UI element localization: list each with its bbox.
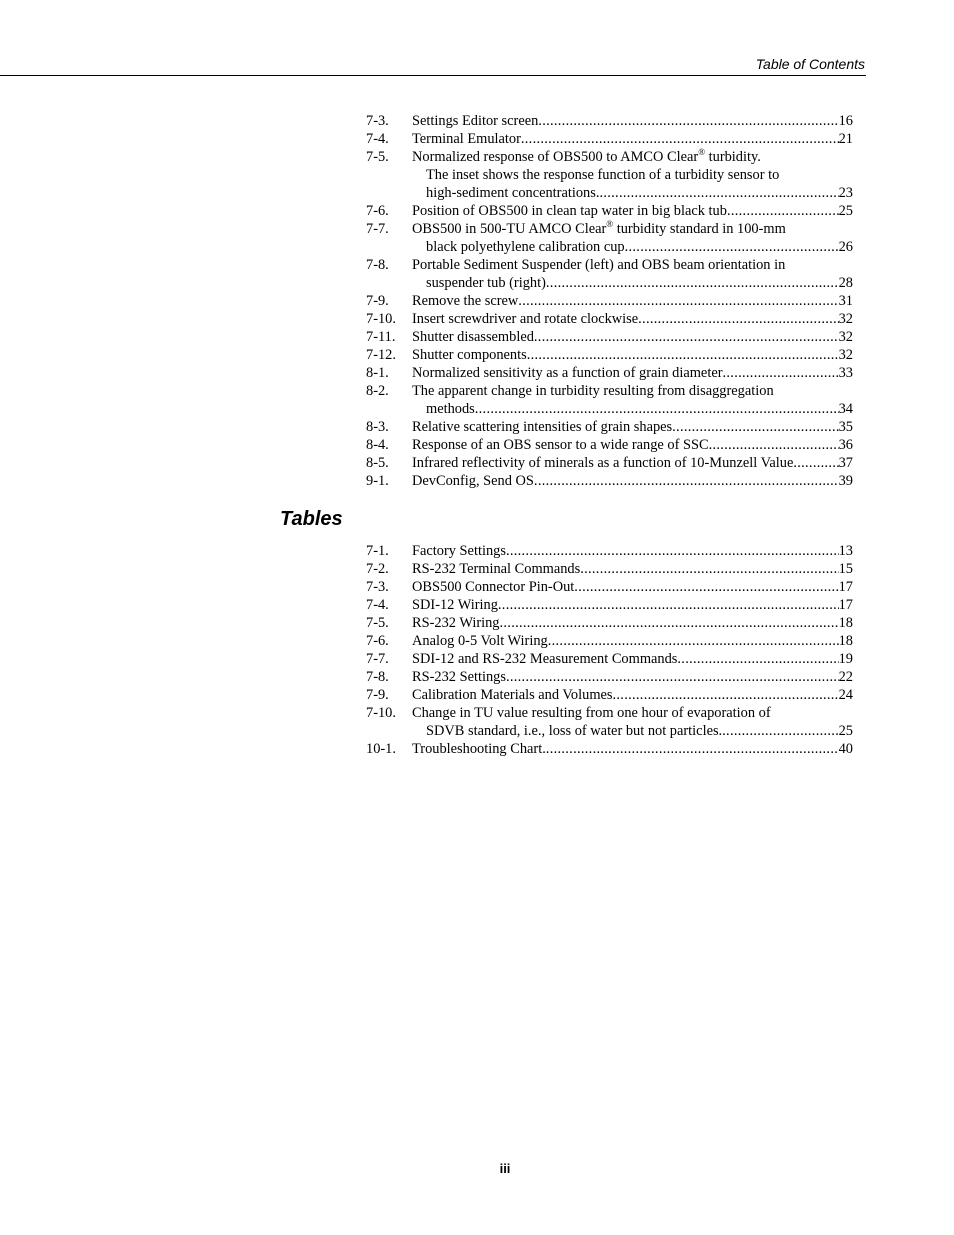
entry-page: 18 xyxy=(838,615,853,631)
entry-title: high-sediment concentrations. xyxy=(426,185,600,201)
entry-title-line-1: Portable Sediment Suspender (left) and OBS beam orientation in xyxy=(412,257,786,273)
entry-number: 9-1. xyxy=(366,473,389,489)
entry-number: 7-9. xyxy=(366,293,389,309)
toc-entry-table-7-2[interactable] xyxy=(366,560,853,578)
dot-leader xyxy=(546,740,839,758)
entry-page: 25 xyxy=(838,203,853,219)
entry-number: 8-2. xyxy=(366,383,389,399)
entry-page: 21 xyxy=(838,131,853,147)
entry-title: SDVB standard, i.e., loss of water but not particles. xyxy=(426,723,723,739)
toc-entry-table-7-7[interactable] xyxy=(366,650,853,668)
entry-title: Terminal Emulator xyxy=(412,131,521,147)
entry-number: 7-10. xyxy=(366,705,396,721)
entry-number: 7-9. xyxy=(366,687,389,703)
entry-title-line-1 xyxy=(412,148,853,166)
dot-leader xyxy=(475,400,839,418)
dot-leader xyxy=(672,418,838,436)
page-number: iii xyxy=(499,1161,511,1176)
dot-leader xyxy=(574,578,838,596)
dot-leader xyxy=(625,238,839,256)
entry-page: 32 xyxy=(838,347,853,363)
entry-title: Troubleshooting Chart. xyxy=(412,741,546,757)
entry-number: 8-4. xyxy=(366,437,389,453)
toc-entry-figure-7-8[interactable] xyxy=(366,256,853,292)
entry-title: RS-232 Settings xyxy=(412,669,506,685)
dot-leader xyxy=(506,668,839,686)
entry-page: 23 xyxy=(838,185,853,201)
dot-leader xyxy=(527,346,839,364)
entry-title: black polyethylene calibration cup xyxy=(426,239,625,255)
toc-entry-table-7-4[interactable] xyxy=(366,596,853,614)
entry-number: 7-3. xyxy=(366,579,389,595)
entry-number: 8-3. xyxy=(366,419,389,435)
toc-entry-table-7-8[interactable] xyxy=(366,668,853,686)
entry-page: 25 xyxy=(838,723,853,739)
entry-page: 16 xyxy=(838,113,853,129)
entry-number: 7-4. xyxy=(366,131,389,147)
entry-page: 31 xyxy=(838,293,853,309)
entry-page: 13 xyxy=(838,543,853,559)
dot-leader xyxy=(709,436,839,454)
entry-page: 24 xyxy=(838,687,853,703)
toc-entry-figure-7-11[interactable] xyxy=(366,328,853,346)
toc-entry-figure-7-3[interactable] xyxy=(366,112,853,130)
entry-title: Relative scattering intensities of grain shapes xyxy=(412,419,673,435)
dot-leader xyxy=(498,596,839,614)
entry-page: 22 xyxy=(838,669,853,685)
entry-title: Response of an OBS sensor to a wide range of SSC xyxy=(412,437,709,453)
entry-number: 7-5. xyxy=(366,615,389,631)
entry-page: 18 xyxy=(838,633,853,649)
entry-title: Infrared reflectivity of minerals as a function of 10-Munzell Value xyxy=(412,455,794,471)
entry-number: 7-1. xyxy=(366,543,389,559)
toc-entry-figure-8-4[interactable] xyxy=(366,436,853,454)
entry-title-text: turbidity standard in 100-mm xyxy=(613,221,786,237)
entry-title: Position of OBS500 in clean tap water in big black tub xyxy=(412,203,727,219)
toc-entry-table-10-1[interactable] xyxy=(366,740,853,758)
running-header-title: Table of Contents xyxy=(755,56,865,72)
entry-page: 32 xyxy=(838,329,853,345)
dot-leader xyxy=(613,686,839,704)
entry-title: SDI-12 Wiring xyxy=(412,597,498,613)
entry-page: 37 xyxy=(838,455,853,471)
entry-page: 17 xyxy=(838,597,853,613)
entry-title-line-1: The apparent change in turbidity resulting from disaggregation xyxy=(412,383,774,399)
dot-leader xyxy=(677,650,838,668)
entry-number: 7-5. xyxy=(366,149,389,165)
toc-entry-figure-8-1[interactable] xyxy=(366,364,853,382)
entry-number: 7-7. xyxy=(366,221,389,237)
entry-title: methods xyxy=(426,401,475,417)
entry-number: 8-5. xyxy=(366,455,389,471)
header-rule xyxy=(0,75,866,76)
registered-mark: ® xyxy=(606,219,614,229)
entry-number: 7-2. xyxy=(366,561,389,577)
dot-leader xyxy=(521,130,839,148)
entry-title: Factory Settings xyxy=(412,543,506,559)
dot-leader xyxy=(723,364,839,382)
entry-page: 39 xyxy=(838,473,853,489)
toc-entry-table-7-9[interactable] xyxy=(366,686,853,704)
dot-leader xyxy=(599,184,838,202)
dot-leader xyxy=(500,614,839,632)
entry-title-text: Normalized response of OBS500 to AMCO Clear xyxy=(412,149,699,165)
entry-title: OBS500 Connector Pin-Out xyxy=(412,579,575,595)
entry-number: 7-11. xyxy=(366,329,396,345)
entry-page: 32 xyxy=(838,311,853,327)
entry-title: RS-232 Terminal Commands xyxy=(412,561,581,577)
registered-mark: ® xyxy=(698,147,706,157)
entry-title: Analog 0-5 Volt Wiring xyxy=(412,633,548,649)
dot-leader xyxy=(548,632,839,650)
entry-title: RS-232 Wiring xyxy=(412,615,500,631)
entry-page: 15 xyxy=(838,561,853,577)
entry-title: Remove the screw xyxy=(412,293,519,309)
toc-entry-figure-8-3[interactable] xyxy=(366,418,853,436)
entry-number: 7-8. xyxy=(366,669,389,685)
dot-leader xyxy=(722,722,838,740)
entry-title: SDI-12 and RS-232 Measurement Commands xyxy=(412,651,678,667)
dot-leader xyxy=(518,292,838,310)
entry-title: Settings Editor screen xyxy=(412,113,539,129)
entry-title: Shutter disassembled xyxy=(412,329,534,345)
entry-number: 10-1. xyxy=(366,741,396,757)
entry-number: 8-1. xyxy=(366,365,389,381)
dot-leader xyxy=(580,560,838,578)
entry-page: 26 xyxy=(838,239,853,255)
dot-leader xyxy=(506,542,839,560)
entry-title-line-2: The inset shows the response function of a turbidity sensor to xyxy=(426,167,780,183)
entry-number: 7-7. xyxy=(366,651,389,667)
toc-entry-figure-8-5[interactable] xyxy=(366,454,853,472)
entry-number: 7-12. xyxy=(366,347,396,363)
toc-entry-figure-9-1[interactable] xyxy=(366,472,853,490)
toc-entry-figure-7-9[interactable] xyxy=(366,292,853,310)
entry-page: 19 xyxy=(838,651,853,667)
entry-title: Insert screwdriver and rotate clockwise xyxy=(412,311,639,327)
toc-entry-table-7-3[interactable] xyxy=(366,578,853,596)
toc-entry-figure-7-5[interactable] xyxy=(366,148,853,202)
dot-leader xyxy=(534,328,839,346)
toc-entry-figure-7-6[interactable] xyxy=(366,202,853,220)
entry-title: Shutter components xyxy=(412,347,527,363)
dot-leader xyxy=(534,472,839,490)
dot-leader xyxy=(638,310,838,328)
entry-page: 17 xyxy=(838,579,853,595)
entry-title-line-1: Change in TU value resulting from one hour of evaporation of xyxy=(412,705,771,721)
entry-number: 7-6. xyxy=(366,633,389,649)
entry-title: suspender tub (right) xyxy=(426,275,546,291)
entry-number: 7-8. xyxy=(366,257,389,273)
entry-number: 7-6. xyxy=(366,203,389,219)
toc-entry-table-7-6[interactable] xyxy=(366,632,853,650)
entry-title: Calibration Materials and Volumes xyxy=(412,687,613,703)
entry-number: 7-3. xyxy=(366,113,389,129)
entry-number: 7-4. xyxy=(366,597,389,613)
toc-entry-table-7-1[interactable] xyxy=(366,542,853,560)
entry-page: 33 xyxy=(838,365,853,381)
entry-title: DevConfig, Send OS xyxy=(412,473,534,489)
toc-entry-figure-7-4[interactable] xyxy=(366,130,853,148)
entry-title-line-1 xyxy=(412,220,853,238)
toc-entry-figure-7-10[interactable] xyxy=(366,310,853,328)
entry-title: Normalized sensitivity as a function of grain diameter xyxy=(412,365,723,381)
toc-entry-table-7-5[interactable] xyxy=(366,614,853,632)
entry-page: 36 xyxy=(838,437,853,453)
entry-page: 40 xyxy=(838,741,853,757)
list-of-tables xyxy=(366,542,853,758)
entry-page: 35 xyxy=(838,419,853,435)
entry-number: 7-10. xyxy=(366,311,396,327)
toc-entry-figure-7-12[interactable] xyxy=(366,346,853,364)
entry-title-text: turbidity. xyxy=(705,149,761,165)
entry-page: 34 xyxy=(838,401,853,417)
dot-leader xyxy=(538,112,838,130)
entry-title-text: OBS500 in 500-TU AMCO Clear xyxy=(412,221,607,237)
dot-leader xyxy=(793,454,838,472)
toc-entry-figure-8-2[interactable] xyxy=(366,382,853,418)
list-of-figures xyxy=(366,112,853,490)
tables-heading: Tables xyxy=(280,508,343,530)
dot-leader xyxy=(546,274,839,292)
entry-page: 28 xyxy=(838,275,853,291)
toc-entry-figure-7-7[interactable] xyxy=(366,220,853,256)
toc-entry-table-7-10[interactable] xyxy=(366,704,853,740)
dot-leader xyxy=(727,202,839,220)
